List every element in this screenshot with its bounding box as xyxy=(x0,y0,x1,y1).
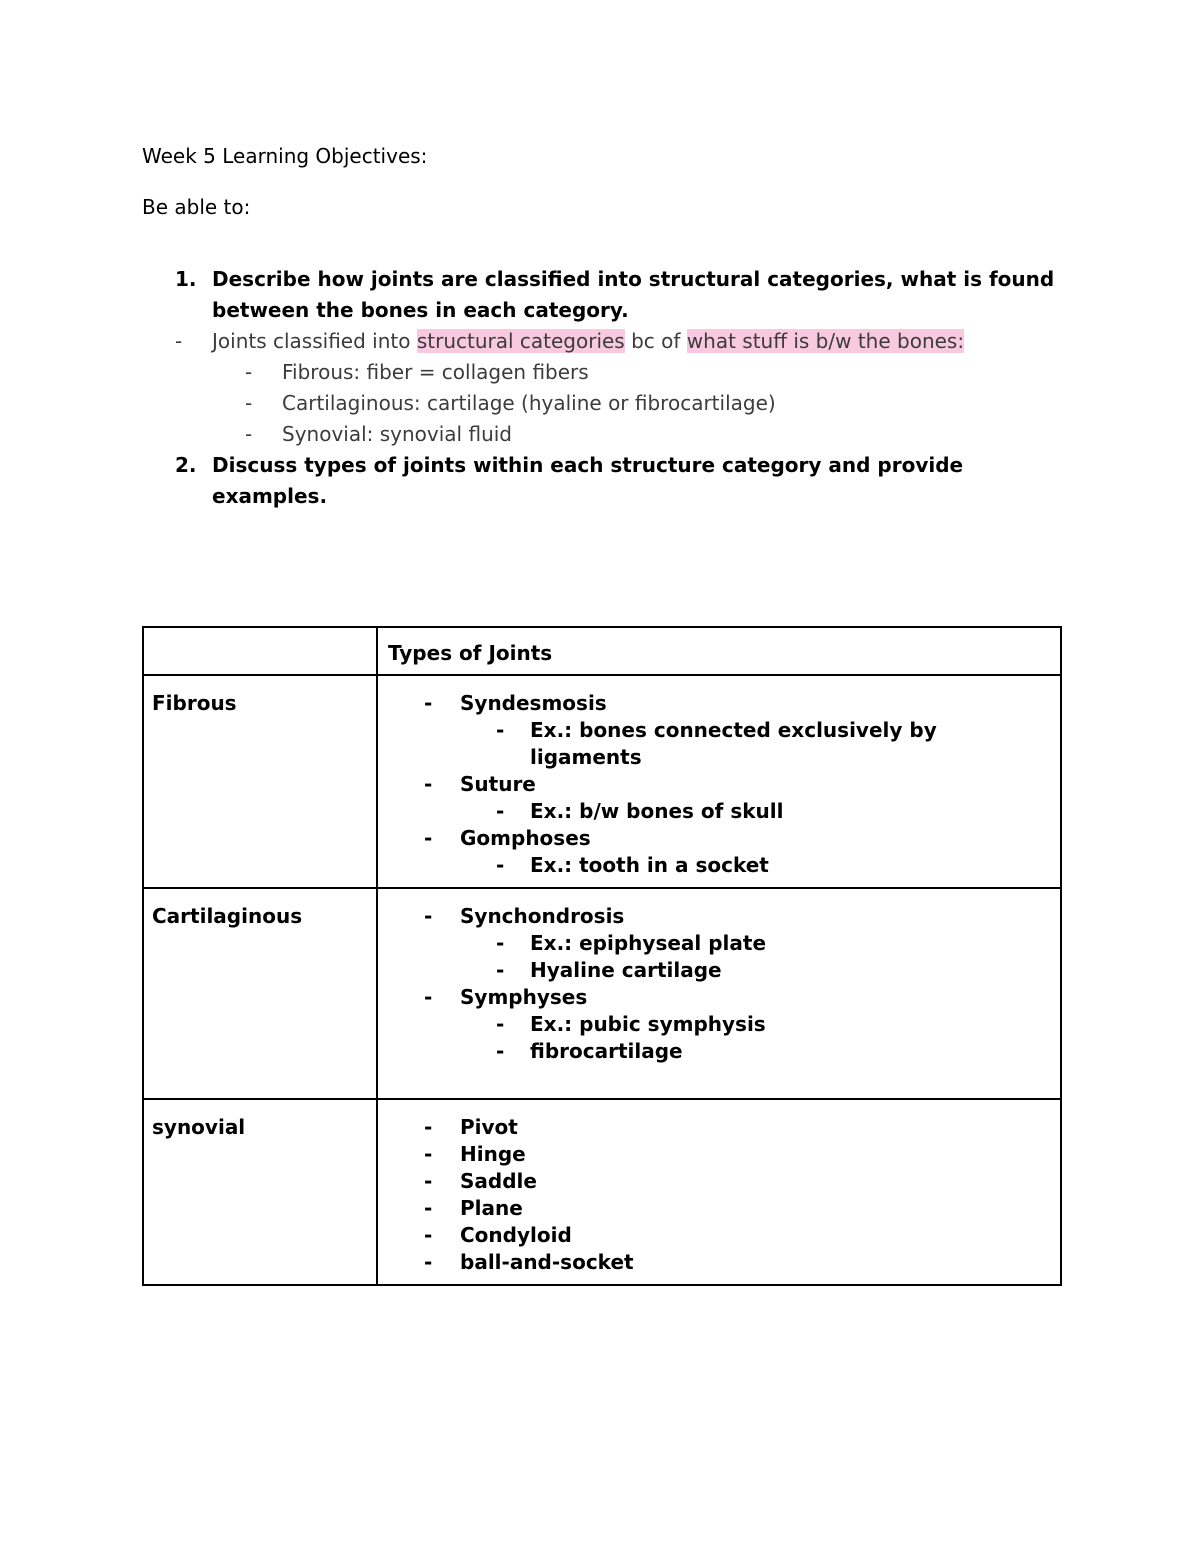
note-sub-text: Synovial: synovial fluid xyxy=(282,422,512,446)
types-cell xyxy=(377,675,1061,888)
header-cell-types xyxy=(377,627,1061,675)
note-text: bc of xyxy=(624,329,687,353)
joint-type-name: Hinge xyxy=(460,1142,526,1166)
joint-type-list xyxy=(378,889,1060,1073)
note-main xyxy=(175,326,1055,357)
joint-type-name: Pivot xyxy=(460,1115,518,1139)
objective-number: 1. xyxy=(175,267,197,291)
example-item: - Ex.: pubic symphysis xyxy=(496,1012,766,1036)
table-row xyxy=(143,888,1061,1099)
joint-type-name: Syndesmosis xyxy=(460,691,607,715)
example-item: - Ex.: bones connected exclusively by ligaments xyxy=(496,718,937,769)
example-text: Hyaline cartilage xyxy=(530,958,722,982)
joint-type-name: Gomphoses xyxy=(460,826,591,850)
example-item: - Ex.: b/w bones of skull xyxy=(496,799,784,823)
joint-type-name: Condyloid xyxy=(460,1223,572,1247)
category-cell xyxy=(143,1099,377,1285)
note-dash: - xyxy=(245,391,253,415)
example-text: Ex.: tooth in a socket xyxy=(530,853,769,877)
category-cell xyxy=(143,888,377,1099)
joint-types-table xyxy=(142,626,1062,1286)
column-header: Types of Joints xyxy=(388,641,553,665)
note-sub-text: Cartilaginous: cartilage (hyaline or fibrocartilage) xyxy=(282,391,776,415)
objective-text: Describe how joints are classified into structural categories, what is found between the bones in each category. xyxy=(212,267,1055,322)
objective-2 xyxy=(175,450,1055,512)
joint-type-item: - Hinge xyxy=(424,1142,526,1166)
objective-text: Discuss types of joints within each structure category and provide examples. xyxy=(212,453,964,508)
joint-type-name: Plane xyxy=(460,1196,523,1220)
example-list xyxy=(460,798,1060,825)
joint-type-name: ball-and-socket xyxy=(460,1250,634,1274)
joint-type-item: - Gomphoses - Ex.: tooth in a socket xyxy=(378,825,1060,879)
note-main-text xyxy=(212,326,964,357)
page-title: Week 5 Learning Objectives: xyxy=(142,144,428,168)
types-cell xyxy=(377,1099,1061,1285)
example-list xyxy=(460,717,1060,771)
joint-type-item: - Condyloid xyxy=(424,1223,572,1247)
joint-type-name: Saddle xyxy=(460,1169,537,1193)
note-sub-item xyxy=(245,388,1055,419)
joint-type-item: - Symphyses - Ex.: pubic symphysis - fibrocartilage xyxy=(378,984,1060,1065)
table-header-row xyxy=(143,627,1061,675)
joint-type-item: - ball-and-socket xyxy=(424,1250,634,1274)
note-dash: - xyxy=(245,422,253,446)
example-item: - Ex.: tooth in a socket xyxy=(496,853,769,877)
joint-type-name: Symphyses xyxy=(460,985,588,1009)
objective-number: 2. xyxy=(175,453,197,477)
category-label: synovial xyxy=(152,1115,246,1139)
category-label: Fibrous xyxy=(152,691,237,715)
joint-type-item: - Saddle xyxy=(424,1169,537,1193)
joint-type-list xyxy=(378,1100,1060,1284)
note-text: Joints classified into xyxy=(212,329,417,353)
joint-type-item: - Plane xyxy=(424,1196,523,1220)
example-list xyxy=(460,930,1060,984)
note-dash: - xyxy=(175,329,183,353)
note-sub-item xyxy=(245,419,1055,450)
highlighted-text: what stuff is b/w the bones: xyxy=(686,329,965,353)
joint-type-name: Suture xyxy=(460,772,536,796)
example-text: fibrocartilage xyxy=(530,1039,683,1063)
category-label: Cartilaginous xyxy=(152,904,303,928)
joint-type-item: - Suture - Ex.: b/w bones of skull xyxy=(378,771,1060,825)
joint-type-item: - Syndesmosis - Ex.: bones connected exclusively by ligaments xyxy=(378,690,1060,771)
note-dash: - xyxy=(245,360,253,384)
joint-type-item: - Pivot xyxy=(424,1115,518,1139)
header-cell-empty xyxy=(143,627,377,675)
example-text: Ex.: pubic symphysis xyxy=(530,1012,766,1036)
table-row xyxy=(143,1099,1061,1285)
joint-type-name: Synchondrosis xyxy=(460,904,625,928)
types-cell xyxy=(377,888,1061,1099)
example-list xyxy=(460,852,1060,879)
example-item: - Ex.: epiphyseal plate xyxy=(496,931,767,955)
highlighted-text: structural categories xyxy=(416,329,625,353)
note-sub-item xyxy=(245,357,1055,388)
note-sub-text: Fibrous: fiber = collagen fibers xyxy=(282,360,589,384)
joint-type-item: - Synchondrosis - Ex.: epiphyseal plate - Hyaline cartilage xyxy=(378,903,1060,984)
example-list xyxy=(460,1011,1060,1065)
example-item: - Hyaline cartilage xyxy=(496,958,722,982)
page-subtitle: Be able to: xyxy=(142,195,251,219)
joint-type-list xyxy=(378,676,1060,887)
example-text: Ex.: epiphyseal plate xyxy=(530,931,767,955)
example-text: Ex.: b/w bones of skull xyxy=(530,799,784,823)
example-text: Ex.: bones connected exclusively by ligaments xyxy=(530,718,937,769)
table-row xyxy=(143,675,1061,888)
category-cell xyxy=(143,675,377,888)
example-item: - fibrocartilage xyxy=(496,1039,683,1063)
objective-1 xyxy=(175,264,1055,326)
